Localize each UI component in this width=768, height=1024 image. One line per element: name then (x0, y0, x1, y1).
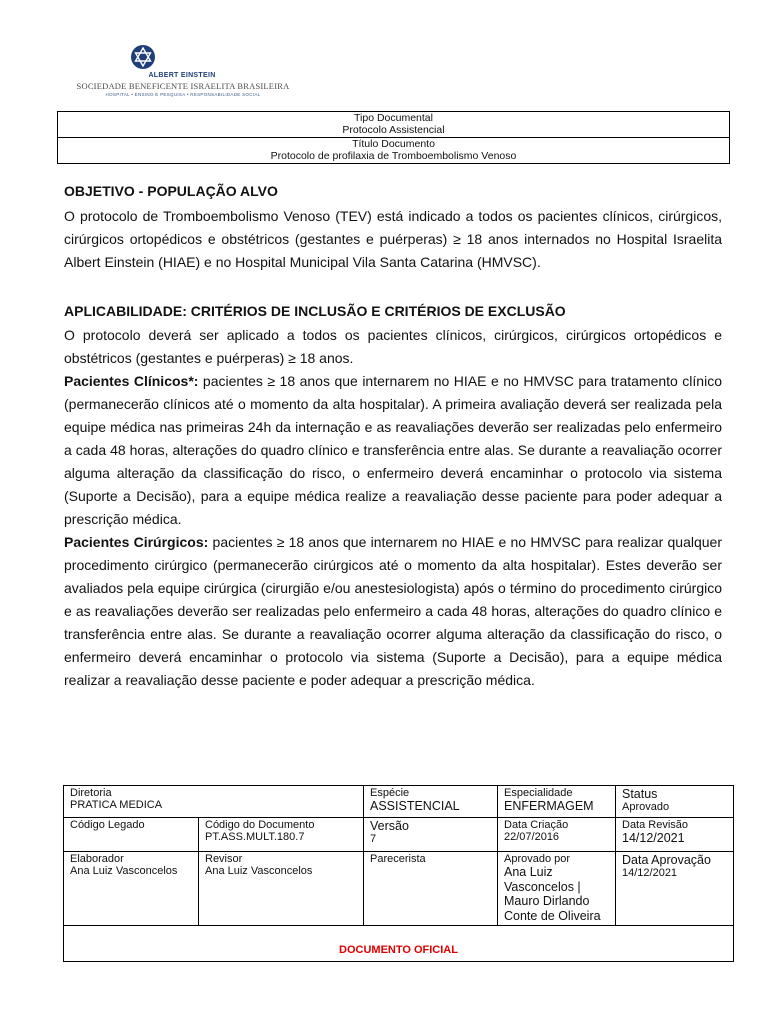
document-header-table (57, 111, 730, 164)
pacientes-clinicos-text: pacientes ≥ 18 anos que internarem no HIAE e no HMVSC para tratamento clínico (permanecerão clínicos até o momento da alta hospitalar). A primeira avaliação deverá ser realizada pela equipe médica nas primeiras 24h da internação e as reavaliações deverão ser realizadas pelo enfermeiro a cada 48 horas, alterações do quadro clínico e transferência entre alas. Se durante a reavaliação ocorrer alguma alteração da classificação do risco, o enfermeiro deverá encaminhar o protocolo via sistema (Suporte a Decisão), para a equipe médica realize a reavaliação desse paciente para poder adequar a prescrição médica. (64, 373, 722, 527)
codigo-documento-cell (199, 818, 364, 852)
data-criacao-value: 22/07/2016 (504, 831, 560, 843)
versao-cell (364, 818, 498, 852)
versao-value: 7 (370, 833, 377, 845)
pacientes-cirurgicos-paragraph (64, 531, 722, 692)
titulo-value: Protocolo de profilaxia de Tromboembolismo Venoso (270, 149, 517, 162)
pacientes-clinicos-paragraph (64, 370, 722, 531)
status-label: Status (622, 787, 658, 801)
aprovado-por-cell (498, 852, 616, 926)
parecerista-label: Parecerista (370, 853, 426, 865)
titulo-documento-row (58, 137, 729, 163)
especie-label: Espécie (370, 787, 410, 799)
documento-oficial-banner: DOCUMENTO OFICIAL (64, 926, 734, 962)
codigo-documento-value: PT.ASS.MULT.180.7 (205, 831, 305, 843)
codigo-legado-cell (64, 818, 199, 852)
objetivo-text: O protocolo de Tromboembolismo Venoso (TEV) está indicado a todos os pacientes clínicos, cirúrgicos, cirúrgicos ortopédicos e obstétricos (gestantes e puérperas) ≥ 18 anos internados no Hospital Israelita Albert Einstein (HIAE) e no Hospital Municipal Vila Santa Catarina (HMVSC). (64, 208, 722, 270)
codigo-legado-label: Código Legado (70, 819, 145, 831)
aplicabilidade-text: O protocolo deverá ser aplicado a todos os pacientes clínicos, cirúrgicos, cirúrgicos ortopédicos e obstétricos (gestantes e puérperas) ≥ 18 anos. (64, 327, 722, 366)
logo-name: ALBERT EINSTEIN (148, 72, 216, 79)
tipo-value: Protocolo Assistencial (342, 123, 445, 136)
parecerista-cell (364, 852, 498, 926)
aplicabilidade-title: APLICABILIDADE: CRITÉRIOS DE INCLUSÃO E CRITÉRIOS DE EXCLUSÃO (64, 303, 566, 319)
data-aprovacao-cell (616, 852, 734, 926)
pacientes-clinicos-label: Pacientes Clínicos*: (64, 373, 199, 389)
tipo-label: Tipo Documental (354, 112, 433, 124)
data-revisao-cell (616, 818, 734, 852)
codigo-documento-label: Código do Documento (205, 819, 315, 831)
titulo-label: Título Documento (352, 138, 435, 150)
versao-label: Versão (370, 819, 409, 833)
aprovado-por-value: Ana Luiz Vasconcelos | Mauro Dirlando Conte de Oliveira (504, 865, 601, 923)
especialidade-cell (498, 786, 616, 818)
objetivo-title: OBJETIVO - POPULAÇÃO ALVO (64, 183, 278, 199)
especie-value: ASSISTENCIAL (370, 799, 460, 813)
logo-society: SOCIEDADE BENEFICENTE ISRAELITA BRASILEIRA (76, 81, 290, 91)
diretoria-value: PRATICA MEDICA (70, 799, 163, 811)
data-aprovacao-label: Data Aprovação (622, 853, 711, 867)
data-revisao-label: Data Revisão (622, 819, 689, 831)
document-info-table (63, 785, 734, 962)
especie-cell (364, 786, 498, 818)
status-value: Aprovado (622, 801, 670, 813)
pacientes-cirurgicos-text: pacientes ≥ 18 anos que internarem no HIAE e no HMVSC para realizar qualquer procedimento cirúrgico (permanecerão cirúrgicos até o momento da alta hospitalar). Estes deverão ser avaliados pela equipe cirúrgica (cirurgião e/ou anestesiologista) após o término do procedimento cirúrgico e as reavaliações deverão ser realizadas pelo enfermeiro a cada 48 horas, alterações do quadro clínico e transferência entre alas. Se durante a reavaliação ocorrer alguma alteração da classificação do risco, o enfermeiro deverá encaminhar o protocolo via sistema (Suporte a Decisão), para a equipe médica realizar a reavaliação desse paciente e poder adequar a prescrição médica. (64, 534, 723, 688)
aplicabilidade-section (64, 303, 722, 692)
pacientes-cirurgicos-label: Pacientes Cirúrgicos: (64, 534, 209, 550)
logo-tagline: HOSPITAL • ENSINO E PESQUISA • RESPONSABILIDADE SOCIAL (105, 92, 261, 97)
star-of-david-icon (130, 44, 156, 70)
elaborador-value: Ana Luiz Vasconcelos (70, 865, 178, 877)
revisor-label: Revisor (205, 853, 243, 865)
diretoria-label: Diretoria (70, 787, 112, 799)
data-criacao-cell (498, 818, 616, 852)
objetivo-section (64, 183, 722, 274)
elaborador-label: Elaborador (70, 853, 124, 865)
elaborador-cell (64, 852, 199, 926)
data-criacao-label: Data Criação (504, 819, 569, 831)
status-cell (616, 786, 734, 818)
diretoria-cell (64, 786, 364, 818)
especialidade-value: ENFERMAGEM (504, 799, 594, 813)
hospital-logo (64, 44, 290, 100)
tipo-documental-row (58, 112, 729, 137)
revisor-value: Ana Luiz Vasconcelos (205, 865, 313, 877)
revisor-cell (199, 852, 364, 926)
data-revisao-value: 14/12/2021 (622, 831, 685, 845)
data-aprovacao-value: 14/12/2021 (622, 867, 678, 879)
especialidade-label: Especialidade (504, 787, 573, 799)
aprovado-por-label: Aprovado por (504, 853, 571, 865)
